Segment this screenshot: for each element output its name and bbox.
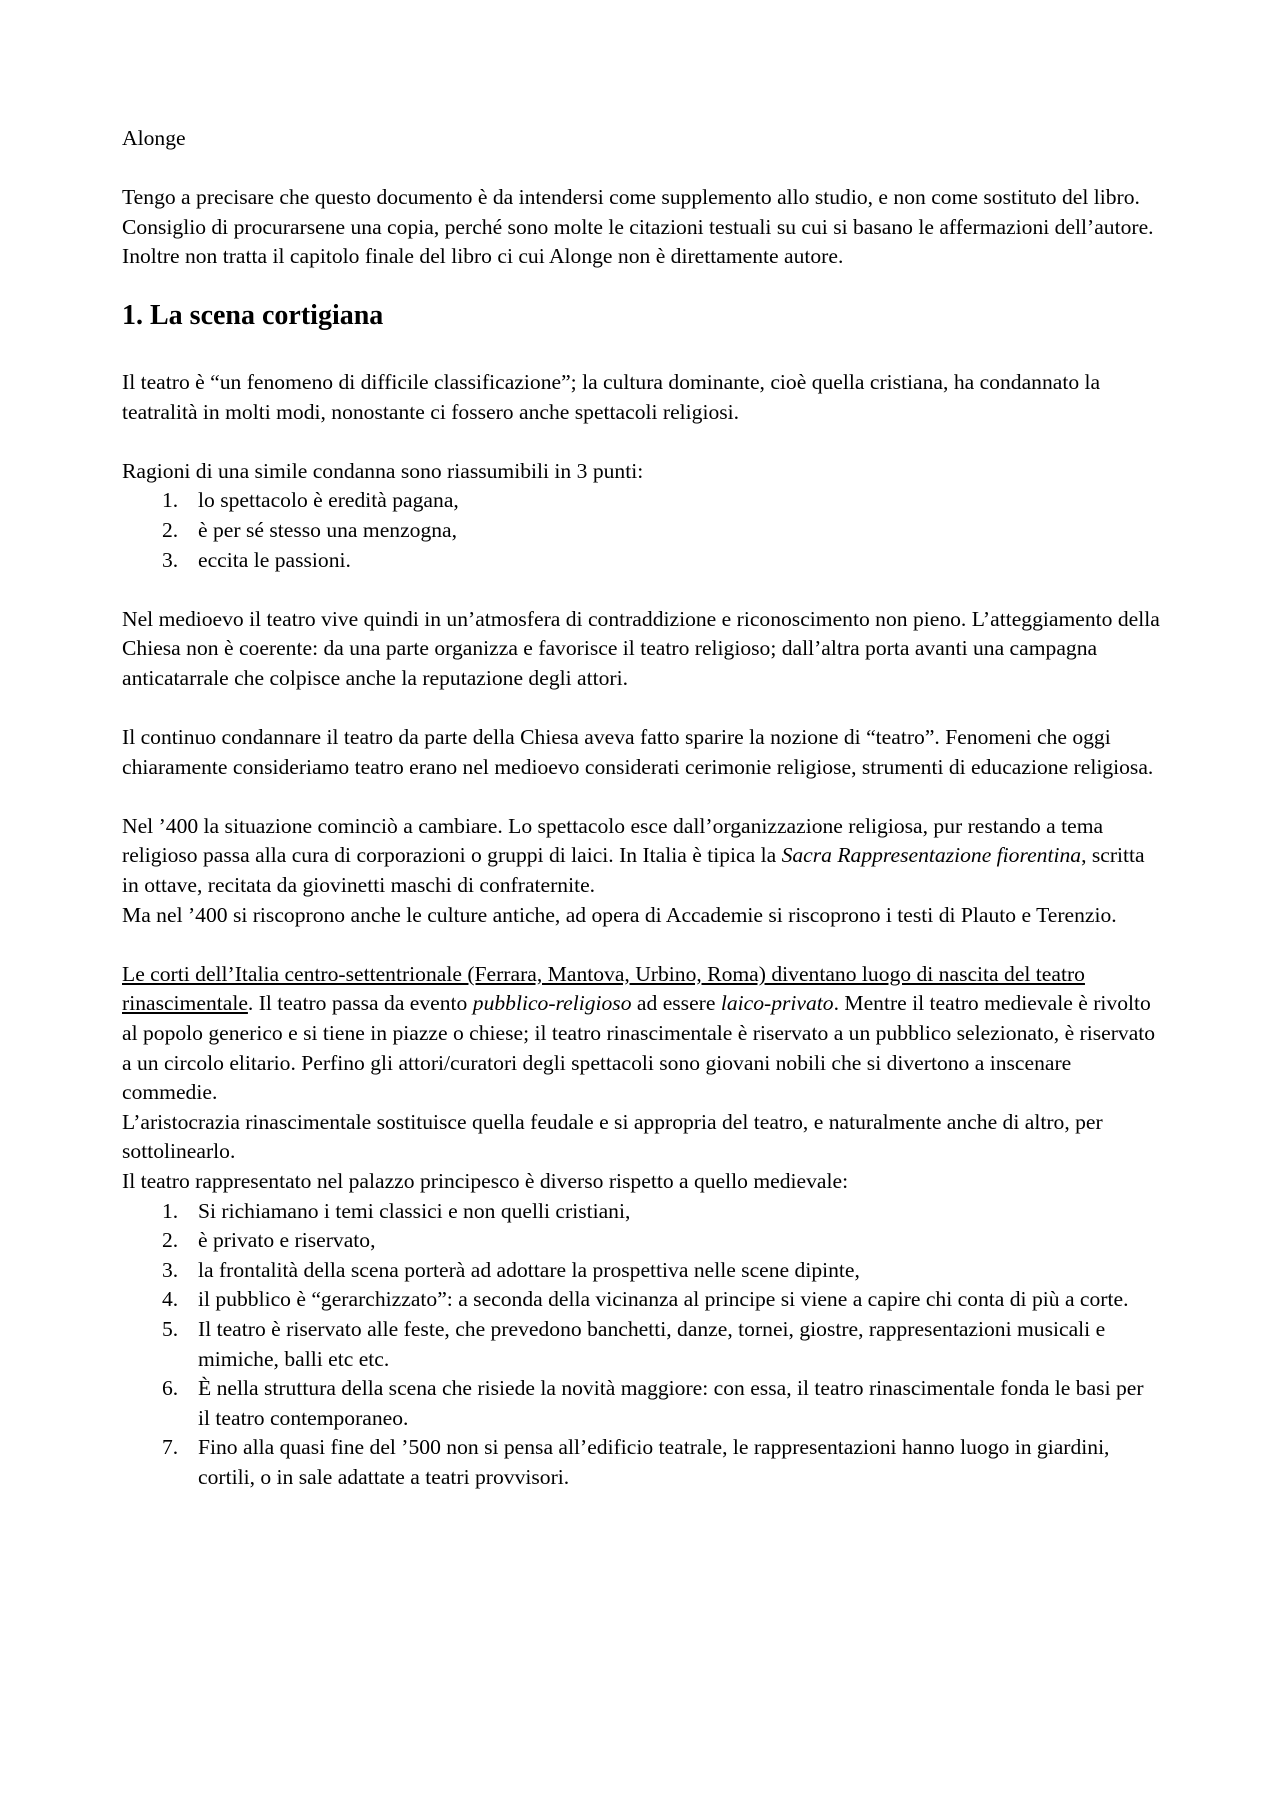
reasons-list	[122, 486, 1160, 575]
list-item	[122, 1226, 1160, 1256]
list-item-number: 6.	[162, 1376, 179, 1401]
list-item-number: 7.	[162, 1435, 179, 1460]
paragraph-5-italic: Sacra Rappresentazione fiorentina	[781, 843, 1082, 868]
paragraph-9: Il teatro rappresentato nel palazzo principesco è diverso rispetto a quello medievale:	[122, 1169, 849, 1193]
paragraph-7-underline: Le corti dell’Italia centro-settentrionale (Ferrara, Mantova, Urbino, Roma) diventano luogo di nascita del teatro rinascimentale	[122, 961, 1085, 1016]
list-item-text: Fino alla quasi fine del ’500 non si pensa all’edificio teatrale, le rappresentazioni hanno luogo in giardini, cortili, o in sale adattate a teatri provvisori.	[198, 1435, 1110, 1489]
list-item	[122, 1433, 1160, 1492]
list-item-text: lo spettacolo è eredità pagana,	[198, 488, 459, 513]
spacer	[122, 575, 1160, 605]
paragraph-4: Il continuo condannare il teatro da parte della Chiesa aveva fatto sparire la nozione di “teatro”. Fenomeni che oggi chiaramente consideriamo teatro erano nel medioevo considerati cerimonie religiose, strumenti di educazione religiosa.	[122, 725, 1154, 779]
differences-list	[122, 1197, 1160, 1493]
list-item-text: è privato e riservato,	[198, 1228, 376, 1253]
list-item-number: 1.	[162, 1198, 179, 1223]
list-item-text: è per sé stesso una menzogna,	[198, 517, 458, 542]
paragraph-5-text-a: Nel ’400 la situazione cominciò a cambiare. Lo spettacolo esce dall’organizzazione religiosa, pur restando a tema religioso passa alla cura di corporazioni o gruppi di laici. In Italia è tipica la	[122, 813, 1104, 868]
paragraph-7-text-a: . Il teatro passa da evento	[247, 991, 473, 1016]
list-item	[122, 1315, 1160, 1374]
spacer	[122, 154, 1160, 184]
list-item	[122, 546, 1160, 576]
paragraph-5-text-b: , scritta in ottave, recitata da giovinetti maschi di confraternite.	[122, 843, 1145, 898]
paragraph-8: L’aristocrazia rinascimentale sostituisce quella feudale e si appropria del teatro, e naturalmente anche di altro, per sottolinearlo.	[122, 1109, 1103, 1164]
spacer	[122, 782, 1160, 812]
section-heading: 1. La scena cortigiana	[122, 299, 384, 331]
list-item-number: 3.	[162, 1257, 179, 1282]
doc-title-line: Alonge	[122, 126, 186, 150]
list-item-number: 1.	[162, 488, 179, 513]
list-item	[122, 1197, 1160, 1227]
paragraph-7-text-b: ad essere	[631, 991, 721, 1016]
list-item	[122, 516, 1160, 546]
list-item	[122, 1374, 1160, 1433]
list-item-text: la frontalità della scena porterà ad adottare la prospettiva nelle scene dipinte,	[198, 1257, 860, 1282]
paragraph-1: Il teatro è “un fenomeno di difficile classificazione”; la cultura dominante, cioè quella cristiana, ha condannato la teatralità in molti modi, nonostante ci fossero anche spettacoli religiosi.	[122, 369, 1101, 424]
paragraph-7-italic-2: laico-privato	[720, 991, 834, 1016]
list-item-text: Si richiamano i temi classici e non quelli cristiani,	[198, 1198, 631, 1223]
list-item-number: 2.	[162, 517, 179, 542]
list-item-number: 4.	[162, 1287, 179, 1312]
list-item	[122, 1285, 1160, 1315]
list-item	[122, 1256, 1160, 1286]
paragraph-2: Ragioni di una simile condanna sono riassumibili in 3 punti:	[122, 458, 644, 483]
list-item-text: eccita le passioni.	[198, 547, 351, 572]
paragraph-7-text-c: . Mentre il teatro medievale è rivolto al popolo generico e si tiene in piazze o chiese; il teatro rinascimentale è riservato a un pubblico selezionato, è riservato a un circolo elitario. Perfino gli attori/curatori degli spettacoli sono giovani nobili che si divertono a inscenare commedie.	[122, 991, 1156, 1105]
paragraph-7-italic-1: pubblico-religioso	[472, 991, 632, 1016]
spacer	[122, 427, 1160, 457]
list-item-number: 3.	[162, 547, 179, 572]
list-item-text: È nella struttura della scena che risiede la novità maggiore: con essa, il teatro rinascimentale fonda le basi per il teatro contemporaneo.	[198, 1376, 1144, 1430]
list-item-text: Il teatro è riservato alle feste, che prevedono banchetti, danze, tornei, giostre, rappresentazioni musicali e mimiche, balli etc etc.	[198, 1316, 1106, 1371]
list-item-text: il pubblico è “gerarchizzato”: a seconda della vicinanza al principe si viene a capire chi conta di più a corte.	[198, 1287, 1129, 1312]
paragraph-7	[122, 960, 1160, 1108]
paragraph-5	[122, 812, 1160, 901]
list-item	[122, 486, 1160, 516]
spacer	[122, 930, 1160, 960]
paragraph-6: Ma nel ’400 si riscoprono anche le culture antiche, ad opera di Accademie si riscoprono i testi di Plauto e Terenzio.	[122, 902, 1117, 927]
list-item-number: 2.	[162, 1228, 179, 1253]
paragraph-3: Nel medioevo il teatro vive quindi in un’atmosfera di contraddizione e riconoscimento non pieno. L’atteggiamento della Chiesa non è coerente: da una parte organizza e favorisce il teatro religioso; dall’altra porta avanti una campagna anticatarrale che colpisce anche la reputazione degli attori.	[122, 606, 1160, 690]
spacer	[122, 694, 1160, 724]
list-item-number: 5.	[162, 1316, 179, 1341]
intro-paragraph: Tengo a precisare che questo documento è da intendersi come supplemento allo studio, e non come sostituto del libro. Consiglio di procurarsene una copia, perché sono molte le citazioni testuali su cui si basano le affermazioni dell’autore. Inoltre non tratta il capitolo finale del libro ci cui Alonge non è direttamente autore.	[122, 185, 1154, 269]
